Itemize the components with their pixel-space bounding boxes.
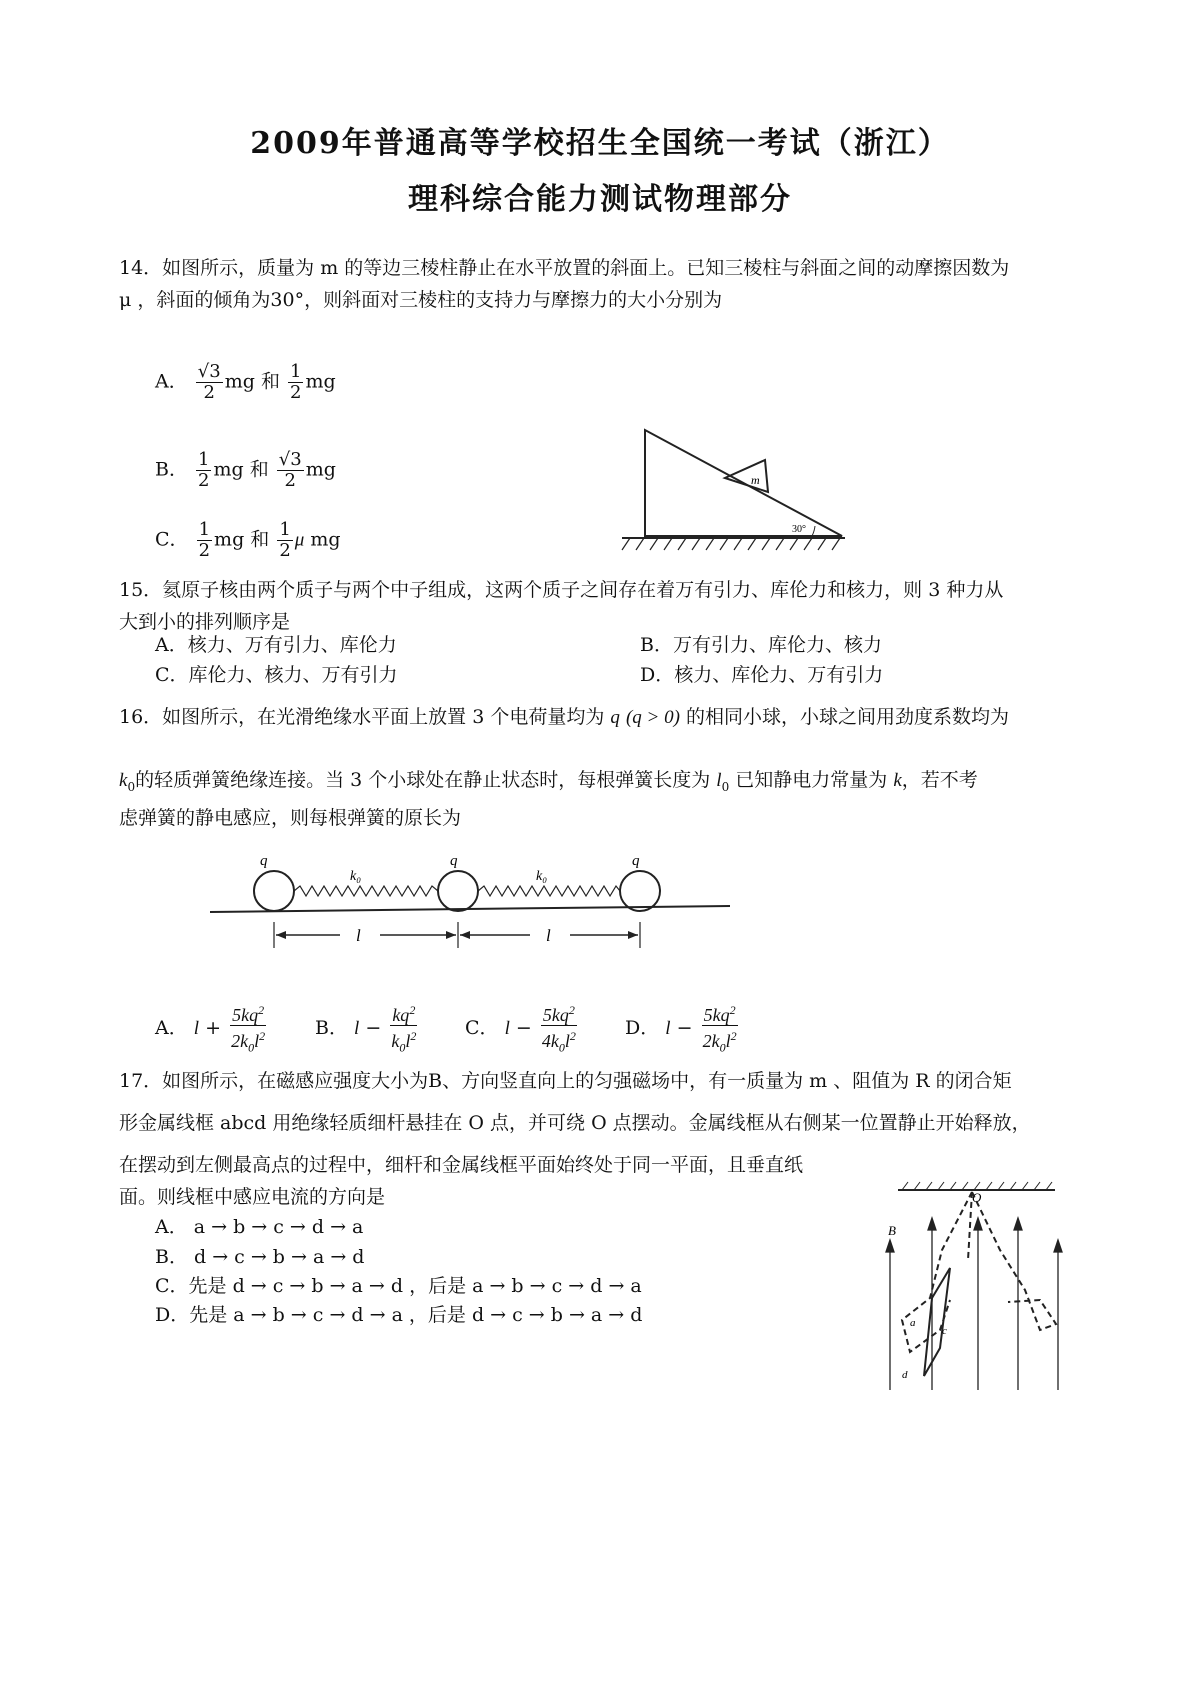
- angle-arc: [812, 526, 815, 536]
- q16-b-den: k: [391, 1031, 400, 1051]
- q17-stem-line3: 在摆动到左侧最高点的过程中，细杆和金属线框平面始终处于同一平面，且垂直纸: [119, 1154, 804, 1176]
- q14-c-frac2: [277, 520, 292, 561]
- q14-a-frac2: [288, 362, 303, 403]
- q16-d-num: 5kq: [703, 1005, 730, 1025]
- q14-a-den2: 2: [290, 382, 302, 403]
- dim-label-l2: l: [546, 926, 551, 945]
- q14-a-mg2: mg: [305, 370, 336, 393]
- q14-a-sqrt3: √3: [197, 361, 221, 382]
- q16-c-den-l: l: [564, 1031, 570, 1051]
- q16-d-num-sup: 2: [729, 1003, 736, 1017]
- q16-stem-line3: 虑弹簧的静电感应，则每根弹簧的原长为: [119, 807, 462, 829]
- angle-label: 30°: [792, 524, 806, 535]
- q16-stem-2c: 的轻质弹簧绝缘连接。当 3 个小球处在静止状态时，每根弹簧长度为: [135, 769, 711, 791]
- q16-c-den-sup: 2: [569, 1029, 576, 1043]
- q16-c-den: 4k: [541, 1031, 559, 1051]
- q17-stem-line4: 面。则线框中感应电流的方向是: [119, 1186, 386, 1208]
- q14-a-frac1: [196, 362, 223, 403]
- block-label-m: m: [751, 473, 760, 487]
- q14-stem-line1: 14．如图所示，质量为 m 的等边三棱柱静止在水平放置的斜面上。已知三棱柱与斜面之间的动摩擦因数为: [119, 257, 1010, 279]
- q16-stem-1a: 16．如图所示，在光滑绝缘水平面上放置 3 个电荷量均为: [119, 706, 605, 728]
- q14-c-mg2: mg: [310, 528, 341, 551]
- spring-left: [294, 886, 438, 896]
- q14-a-mg1: mg: [224, 370, 255, 393]
- q14-a-label: A．: [155, 370, 188, 393]
- dim-label-l1: l: [356, 926, 361, 945]
- q14-b-frac1: [196, 450, 211, 491]
- q16-d-label: D．: [625, 1016, 660, 1039]
- dim-arrowhead-1b: [446, 931, 456, 939]
- exam-title: 2009年普通高等学校招生全国统一考试（浙江）: [250, 126, 950, 161]
- q14-option-a: [155, 362, 336, 403]
- q15-option-d: D．核力、库伦力、万有引力: [640, 664, 884, 686]
- q14-a-den: 2: [203, 382, 215, 403]
- swing-paths: [902, 1192, 1056, 1352]
- prism-block: [725, 460, 768, 492]
- ground-hatch: [622, 538, 840, 550]
- q16-d-minus: −: [676, 1016, 693, 1039]
- q16-option-b: [315, 1000, 420, 1058]
- q17-option-a: A． a → b → c → d → a: [155, 1216, 364, 1238]
- q16-k0-var: k: [119, 770, 128, 791]
- q16-c-frac: [540, 1000, 578, 1058]
- q16-a-num: 5kq: [232, 1005, 259, 1025]
- q14-c-den1: 2: [198, 540, 211, 561]
- q16-d-den-sub: 0: [719, 1040, 726, 1055]
- q15-option-c: C．库伦力、核力、万有引力: [155, 664, 398, 686]
- q14-option-c: [155, 520, 341, 561]
- field-lines: [886, 1218, 1062, 1390]
- q16-option-a: [155, 1000, 269, 1058]
- corner-label-a: a: [910, 1317, 916, 1329]
- q14-a-num2: 1: [290, 361, 302, 382]
- q14-c-num1: 1: [198, 519, 211, 540]
- q14-option-b: [155, 450, 336, 491]
- q17-stem-line1: 17．如图所示，在磁感应强度大小为B、方向竖直向上的匀强磁场中，有一质量为 m 、阻值为 R 的闭合矩: [119, 1070, 1012, 1092]
- q16-stem-2f: 已知静电力常量为: [735, 769, 888, 791]
- q14-c-he: 和: [250, 528, 270, 551]
- q17-option-b: B． d → c → b → a → d: [155, 1246, 365, 1268]
- ceiling-hatch: [902, 1182, 1052, 1190]
- q16-d-frac: [701, 1000, 739, 1058]
- q14-c-mu: μ: [294, 529, 305, 551]
- q14-b-num1: 1: [198, 449, 210, 470]
- ball-left: [254, 871, 294, 911]
- q16-q-condition: (q > 0): [625, 707, 680, 728]
- q15-option-b: B．万有引力、库伦力、核力: [640, 634, 882, 656]
- q14-b-mg2: mg: [305, 458, 336, 481]
- q14-c-frac1: [197, 520, 212, 561]
- spring-right: [478, 886, 620, 896]
- dim-arrowhead-2a: [460, 931, 470, 939]
- q15-stem-line2: 大到小的排列顺序是: [119, 611, 291, 633]
- q16-l0-var: l: [716, 770, 722, 791]
- q16-b-minus: −: [365, 1016, 382, 1039]
- q16-b-frac: [389, 1000, 418, 1058]
- q16-b-den-sub: 0: [399, 1040, 406, 1055]
- q14-b-label: B．: [155, 458, 188, 481]
- q16-l0-sub: 0: [721, 779, 730, 794]
- q16-stem-line2: [119, 767, 978, 800]
- frame-abcd: [924, 1268, 950, 1376]
- q16-d-den: 2k: [702, 1031, 720, 1051]
- q16-k0-sub: 0: [127, 779, 136, 794]
- dim-arrowhead-2b: [628, 931, 638, 939]
- q16-d-den-sup: 2: [730, 1029, 737, 1043]
- q16-option-d: [625, 1000, 741, 1058]
- q16-option-c: [465, 1000, 580, 1058]
- q16-c-num-sup: 2: [568, 1003, 575, 1017]
- q14-b-mg1: mg: [213, 458, 244, 481]
- q16-c-l: l: [504, 1017, 510, 1039]
- q16-k-var: k: [893, 770, 902, 791]
- q16-stem-line1: [119, 704, 1009, 731]
- q14-incline-figure: [620, 418, 850, 558]
- q14-c-mg1: mg: [214, 528, 245, 551]
- q14-b-he: 和: [249, 458, 269, 481]
- q16-a-den-sub: 0: [248, 1040, 255, 1055]
- ball-right: [620, 871, 660, 911]
- q16-b-den-l: l: [405, 1031, 411, 1051]
- corner-label-c: c: [942, 1325, 947, 1337]
- q16-b-num-sup: 2: [409, 1003, 416, 1017]
- q16-a-den-sup: 2: [259, 1029, 266, 1043]
- q14-c-num2: 1: [279, 519, 291, 540]
- q14-b-frac2: [277, 450, 304, 491]
- q15-stem: [119, 574, 1099, 638]
- q16-b-l: l: [354, 1017, 360, 1039]
- q16-stem-1d: 的相同小球，小球之间用劲度系数均为: [685, 706, 1009, 728]
- q16-b-den-sup: 2: [410, 1029, 417, 1043]
- q17-option-c: C．先是 d → c → b → a → d ，后是 a → b → c → d → a: [155, 1275, 642, 1297]
- q16-d-den-l: l: [725, 1031, 731, 1051]
- field-label-B: B: [888, 1223, 896, 1238]
- q16-a-plus: +: [205, 1016, 222, 1039]
- q16-a-frac: [229, 1000, 267, 1058]
- q16-a-den-l: l: [254, 1031, 260, 1051]
- label-k0-right: k₀: [536, 869, 548, 884]
- q16-b-num: kq: [392, 1005, 410, 1025]
- pivot-label-O: O: [972, 1190, 982, 1205]
- label-q-right: q: [632, 853, 640, 869]
- q14-b-den1: 2: [198, 470, 210, 491]
- q14-a-he: 和: [260, 370, 280, 393]
- corner-label-d: d: [902, 1369, 908, 1381]
- dim-arrowhead-1a: [276, 931, 286, 939]
- q14-c-den2: 2: [279, 540, 291, 561]
- q17-stem-line2: 形金属线框 abcd 用绝缘轻质细杆悬挂在 O 点，并可绕 O 点摆动。金属线框从右侧某一位置静止开始释放，: [119, 1112, 1031, 1134]
- q16-c-minus: −: [515, 1016, 532, 1039]
- q15-option-a: A．核力、万有引力、库伦力: [155, 634, 397, 656]
- label-k0-left: k₀: [350, 869, 362, 884]
- q16-stem-2h: ，若不考: [901, 769, 978, 791]
- q15-stem-line1: 15．氦原子核由两个质子与两个中子组成，这两个质子之间存在着万有引力、库伦力和核力，则 3 种力从: [119, 579, 1004, 601]
- q16-c-den-sub: 0: [558, 1040, 565, 1055]
- q16-c-num: 5kq: [542, 1005, 569, 1025]
- q16-a-label: A．: [155, 1016, 188, 1039]
- q17-pendulum-figure: [880, 1180, 1070, 1395]
- q14-stem: [119, 252, 1099, 316]
- q16-a-num-sup: 2: [258, 1003, 265, 1017]
- q16-a-den: 2k: [231, 1031, 249, 1051]
- q16-c-label: C．: [465, 1016, 499, 1039]
- exam-subtitle: 理科综合能力测试物理部分: [408, 182, 792, 217]
- q14-b-sqrt3: √3: [278, 449, 302, 470]
- q16-a-l: l: [193, 1017, 200, 1039]
- q16-d-l: l: [665, 1017, 671, 1039]
- q14-b-den2: 2: [284, 470, 296, 491]
- q16-q-var: q: [610, 707, 620, 728]
- label-q-middle: q: [450, 853, 458, 869]
- q14-c-label: C．: [155, 528, 189, 551]
- label-q-left: q: [260, 853, 268, 869]
- q14-stem-line2: μ ，斜面的倾角为30°，则斜面对三棱柱的支持力与摩擦力的大小分别为: [119, 289, 723, 311]
- q16-spring-figure: [200, 850, 740, 960]
- q17-option-d: D．先是 a → b → c → d → a ，后是 d → c → b → a → d: [155, 1304, 643, 1326]
- ball-middle: [438, 871, 478, 911]
- q16-b-label: B．: [315, 1016, 348, 1039]
